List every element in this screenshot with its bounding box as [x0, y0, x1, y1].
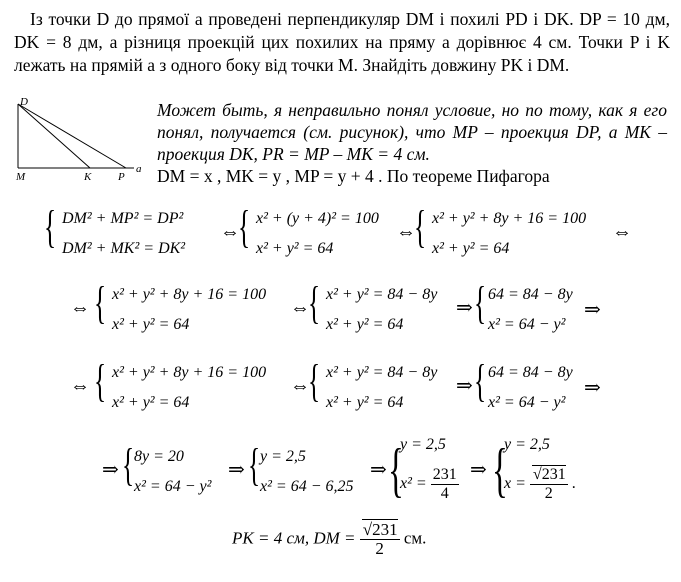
implies-arrow: ⇒: [584, 377, 601, 399]
implies-arrow: ⇒: [584, 299, 601, 321]
final-answer: PK = 4 см, DM = $\frac{√231}{2}$ см.: [232, 520, 427, 558]
comment-line-1: Может быть, я неправильно понял условие, но по тому, как я его понял, получается (см. рисунок), что MP – проекция DP, а MK – проекция DK, PR = MP – MK = 4 см.: [157, 100, 667, 164]
label-d: D: [20, 96, 28, 108]
implies-arrow: ⇒: [456, 375, 473, 397]
segment-dk: [18, 104, 90, 168]
equiv-arrow: ⇔: [220, 221, 240, 243]
segment-dp: [18, 104, 126, 168]
equiv-arrow: ⇔: [290, 375, 310, 397]
geometry-figure: [10, 94, 145, 184]
brace: {: [44, 201, 57, 252]
problem-statement: Із точки D до прямої a проведені перпендикуляр DM і похилі PD і DK. DP = 10 дм, DK = 8 дм, а різниця проекцій цих похилих на пряму a дорівнює 4 см. Точки P і K лежать на прямій a з одного боку від точки M. Знайдіть довжину PK і DM.: [14, 9, 670, 75]
equiv-arrow: ⇔: [612, 221, 632, 243]
label-a: a: [136, 163, 142, 175]
equiv-arrow: ⇔: [290, 297, 310, 319]
equiv-arrow: ⇔: [396, 221, 416, 243]
implies-arrow: ⇒: [470, 459, 487, 481]
implies-arrow: ⇒: [102, 459, 119, 481]
comment-line-2: DM = x , MK = y , MP = y + 4 . По теореме Пифагора: [157, 166, 550, 186]
label-m: M: [16, 171, 26, 183]
implies-arrow: ⇒: [370, 459, 387, 481]
label-k: K: [84, 171, 92, 183]
equiv-arrow: ⇔: [70, 297, 90, 319]
label-p: P: [118, 171, 125, 183]
equiv-arrow: ⇔: [70, 375, 90, 397]
solution-comment: [157, 99, 667, 187]
implies-arrow: ⇒: [228, 459, 245, 481]
implies-arrow: ⇒: [456, 297, 473, 319]
